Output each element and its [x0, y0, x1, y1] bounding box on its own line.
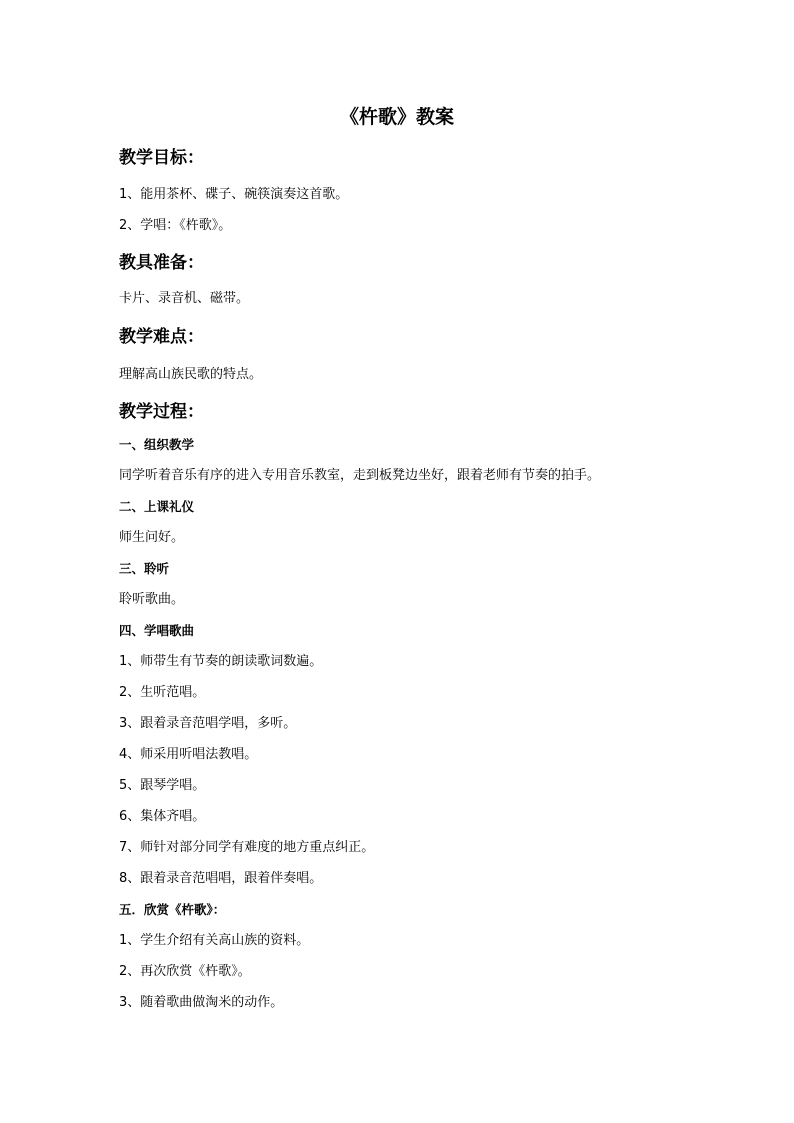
list-item: 3、跟着录音范唱学唱，多听。	[119, 716, 297, 731]
list-item: 1、学生介绍有关高山族的资料。	[119, 933, 310, 948]
document-title: 《杵歌》教案	[339, 106, 454, 128]
paragraph: 2、学唱：《杵歌》。	[119, 218, 232, 233]
list-item: 3、随着歌曲做淘米的动作。	[119, 995, 284, 1010]
subsection-heading: 二、上课礼仪	[119, 499, 195, 514]
list-item: 5、跟琴学唱。	[119, 778, 206, 793]
subsection-heading: 一、组织教学	[119, 437, 195, 452]
section-heading-process: 教学过程：	[119, 402, 204, 422]
subsection-heading: 四、学唱歌曲	[119, 623, 195, 638]
paragraph: 同学听着音乐有序的进入专用音乐教室，走到板凳边坐好，跟着老师有节奏的拍手。	[119, 468, 601, 483]
paragraph: 理解高山族民歌的特点。	[119, 367, 263, 382]
section-heading-difficulty: 教学难点：	[119, 327, 204, 347]
document-body	[119, 146, 719, 1012]
paragraph: 1、能用茶杯、碟子、碗筷演奏这首歌。	[119, 187, 349, 202]
list-item: 4、师采用听唱法教唱。	[119, 747, 258, 762]
paragraph: 聆听歌曲。	[119, 592, 185, 607]
list-item: 7、师针对部分同学有难度的地方重点纠正。	[119, 840, 375, 855]
paragraph: 卡片、录音机、磁带。	[119, 291, 250, 306]
paragraph: 师生问好。	[119, 530, 185, 545]
list-item: 2、生听范唱。	[119, 685, 206, 700]
section-heading-goals: 教学目标：	[119, 148, 204, 168]
list-item: 2、再次欣赏《杵歌》。	[119, 964, 251, 979]
section-heading-materials: 教具准备：	[119, 253, 204, 273]
subsection-heading: 五．欣赏《杵歌》：	[119, 902, 226, 917]
subsection-heading: 三、聆听	[119, 561, 170, 576]
list-item: 6、集体齐唱。	[119, 809, 206, 824]
list-item: 1、师带生有节奏的朗读歌词数遍。	[119, 654, 323, 669]
list-item: 8、跟着录音范唱唱，跟着伴奏唱。	[119, 871, 323, 886]
